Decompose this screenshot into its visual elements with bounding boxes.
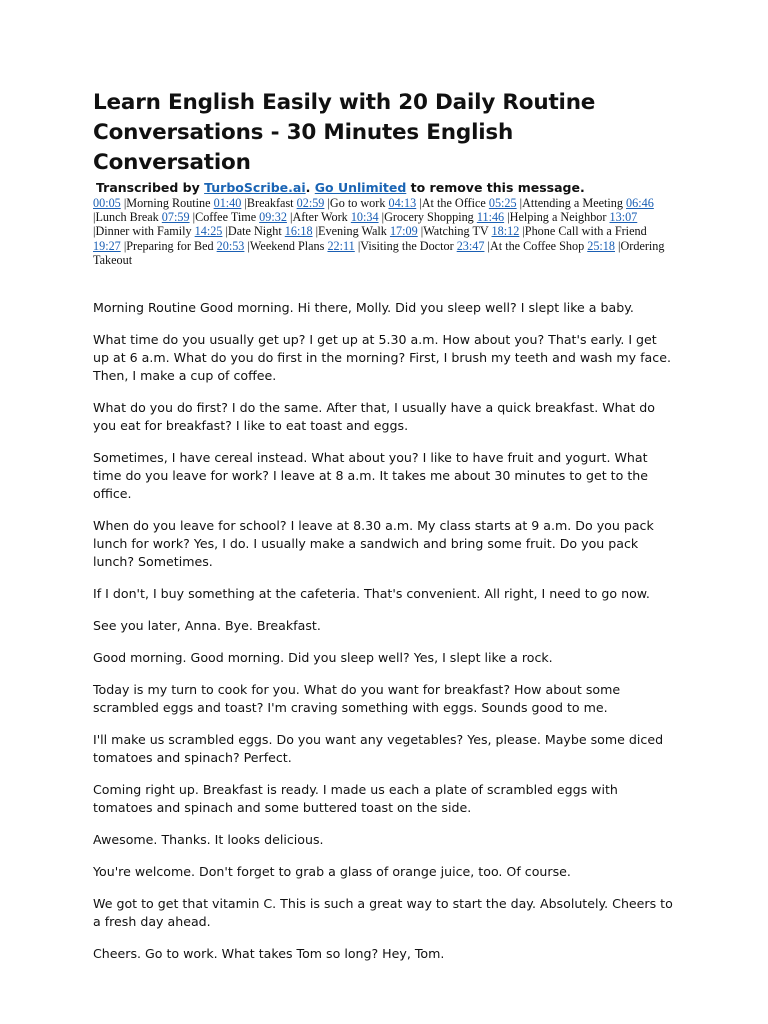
timestamp-link[interactable]: 00:05	[93, 196, 121, 210]
section-label: Morning Routine	[126, 196, 211, 210]
timestamp-separator: |	[120, 196, 127, 210]
timestamp-separator: |	[120, 238, 127, 253]
section-label: Watching TV	[423, 224, 489, 239]
section-label: Evening Walk	[318, 224, 387, 239]
document-page	[93, 88, 675, 977]
timestamp-link[interactable]: 01:40	[213, 196, 242, 210]
timestamp-link[interactable]: 19:27	[93, 238, 121, 253]
banner-suffix: to remove this message.	[406, 180, 585, 195]
section-label: Attending a Meeting	[522, 196, 623, 210]
section-label: Ordering Takeout	[93, 238, 665, 267]
section-label: Phone Call with a Friend	[524, 224, 647, 239]
section-label: Date Night	[227, 224, 282, 239]
transcription-banner	[96, 180, 675, 196]
timestamp-separator: |	[484, 238, 490, 253]
timestamp-link[interactable]: 10:34	[350, 210, 379, 225]
timestamp-link[interactable]: 17:09	[389, 224, 418, 239]
timestamp-link[interactable]: 20:53	[216, 238, 245, 253]
timestamp-link[interactable]: 09:32	[259, 210, 287, 225]
transcript-paragraph: Sometimes, I have cereal instead. What about you? I like to have fruit and yogurt. What time do you leave for work? I leave at 8 a.m. It takes me about 30 minutes to get to the office.	[93, 450, 648, 502]
section-label: Helping a Neighbor	[509, 210, 607, 225]
section-label: Grocery Shopping	[384, 210, 474, 225]
timestamp-link[interactable]: 04:13	[388, 196, 417, 210]
transcript-paragraph: I'll make us scrambled eggs. Do you want any vegetables? Yes, please. Maybe some diced tomatoes and spinach? Perfect.	[93, 732, 664, 766]
timestamp-separator: |	[324, 196, 330, 210]
timestamp-index	[93, 196, 675, 267]
transcript-paragraph: Coming right up. Breakfast is ready. I made us each a plate of scrambled eggs with tomatoes and spinach and some buttered toast on the side.	[93, 782, 618, 816]
timestamp-separator: |	[222, 224, 228, 239]
timestamp-separator: |	[354, 238, 361, 253]
section-label: Go to work	[329, 196, 386, 210]
section-label: At the Office	[421, 196, 486, 210]
timestamp-link[interactable]: 11:46	[476, 210, 505, 225]
transcript-paragraph: Morning Routine Good morning. Hi there, Molly. Did you sleep well? I slept like a baby.	[93, 300, 634, 316]
transcript-paragraph: We got to get that vitamin C. This is such a great way to start the day. Absolutely. Cheers to a fresh day ahead.	[93, 896, 673, 930]
timestamp-separator: |	[244, 238, 250, 253]
transcript-paragraph: What time do you usually get up? I get up at 5.30 a.m. How about you? That's early. I get up at 6 a.m. What do you do first in the morning? First, I brush my teeth and wash my face. Then, I make a cup of coffee.	[93, 332, 671, 384]
section-label: Visiting the Doctor	[360, 238, 454, 253]
timestamp-separator: |	[378, 210, 385, 225]
transcript-paragraph: Good morning. Good morning. Did you sleep well? Yes, I slept like a rock.	[93, 650, 553, 666]
timestamp-link[interactable]: 02:59	[296, 196, 325, 210]
section-label: After Work	[292, 210, 348, 225]
timestamp-separator: |	[504, 210, 510, 225]
banner-prefix: Transcribed by	[96, 180, 205, 195]
timestamp-separator: |	[516, 196, 523, 210]
timestamp-link[interactable]: 13:07	[609, 210, 638, 225]
transcript-paragraph: If I don't, I buy something at the cafeteria. That's convenient. All right, I need to go now.	[93, 586, 650, 602]
timestamp-separator: |	[416, 196, 422, 210]
timestamp-link[interactable]: 16:18	[284, 224, 313, 239]
transcript-paragraph: When do you leave for school? I leave at 8.30 a.m. My class starts at 9 a.m. Do you pack lunch for work? Yes, I do. I usually make a sandwich and bring some fruit. Do you pack lunch? Sometimes.	[93, 518, 654, 570]
timestamp-separator: |	[189, 210, 196, 225]
timestamp-separator: |	[286, 210, 293, 225]
transcript-paragraph: See you later, Anna. Bye. Breakfast.	[93, 618, 321, 634]
timestamp-link[interactable]: 06:46	[626, 196, 654, 210]
transcript-paragraph: You're welcome. Don't forget to grab a glass of orange juice, too. Of course.	[93, 864, 571, 880]
timestamp-link[interactable]: 07:59	[161, 210, 190, 225]
section-label: Coffee Time	[195, 210, 257, 225]
timestamp-link[interactable]: 18:12	[491, 224, 520, 239]
timestamp-separator: |	[519, 224, 525, 239]
turboscribe-link[interactable]: TurboScribe.ai	[204, 180, 306, 195]
section-label: Lunch Break	[95, 210, 159, 225]
timestamp-link[interactable]: 05:25	[488, 196, 517, 210]
transcript-paragraph: Today is my turn to cook for you. What do you want for breakfast? How about some scrambled eggs and toast? I'm craving something with eggs. Sounds good to me.	[93, 682, 621, 716]
transcript-paragraph: What do you do first? I do the same. After that, I usually have a quick breakfast. What do you eat for breakfast? I like to eat toast and eggs.	[93, 400, 655, 434]
document-title: Learn English Easily with 20 Daily Routine Conversations - 30 Minutes English Conversation	[93, 90, 596, 175]
timestamp-link[interactable]: 23:47	[456, 238, 485, 253]
timestamp-separator: |	[93, 210, 96, 225]
timestamp-separator: |	[93, 224, 96, 239]
section-label: Preparing for Bed	[126, 238, 214, 253]
transcript-paragraph: Awesome. Thanks. It looks delicious.	[93, 832, 324, 848]
timestamp-link[interactable]: 25:18	[587, 238, 615, 253]
transcript-body	[93, 299, 675, 963]
section-label: At the Coffee Shop	[489, 238, 585, 253]
timestamp-separator: |	[614, 238, 621, 253]
section-label: Dinner with Family	[95, 224, 192, 239]
go-unlimited-link[interactable]: Go Unlimited	[314, 180, 407, 195]
section-label: Breakfast	[246, 196, 294, 210]
timestamp-separator: |	[241, 196, 247, 210]
timestamp-link[interactable]: 14:25	[194, 224, 223, 239]
section-label: Weekend Plans	[249, 238, 325, 253]
banner-separator: .	[305, 180, 315, 195]
timestamp-separator: |	[417, 224, 424, 239]
timestamp-link[interactable]: 22:11	[327, 238, 355, 253]
timestamp-separator: |	[312, 224, 319, 239]
transcript-paragraph: Cheers. Go to work. What takes Tom so long? Hey, Tom.	[93, 946, 445, 962]
